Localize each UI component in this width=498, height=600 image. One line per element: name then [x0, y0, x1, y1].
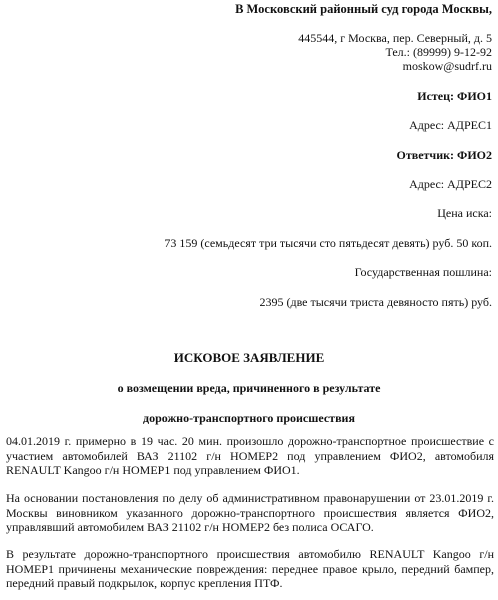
- state-duty-value: 2395 (две тысячи триста девяносто пять) руб.: [259, 295, 492, 309]
- body-paragraph-2: На основании постановления по делу об административном правонарушении от 23.01.2019 г. Москвы виновником указанного дорожно-транспортного происшествия является ФИО2, управлявший автомобилем ВАЗ 21102 г/н НОМЕР2 без полиса ОСАГО.: [6, 491, 494, 534]
- document-subtitle-line1: о возмещении вреда, причиненного в результате: [117, 381, 381, 395]
- state-duty-label: Государственная пошлина:: [354, 265, 492, 279]
- body-paragraph-3: В результате дорожно-транспортного происшествия автомобилю RENAULT Kangoo г/н НОМЕР1 причинены механические повреждения: переднее правое крыло, передний бампер, передний правый подкрылок, корпус крепления ПТФ.: [6, 547, 494, 590]
- body-paragraph-1: 04.01.2019 г. примерно в 19 час. 20 мин. произошло дорожно-транспортное происшествие с участием автомобилей ВАЗ 21102 г/н НОМЕР2 под управлением ФИО2, автомобиля RENAULT Kangoo г/н НОМЕР1 под управлением ФИО1.: [6, 434, 494, 477]
- defendant-label: Ответчик: ФИО2: [396, 148, 492, 162]
- document-title: ИСКОВОЕ ЗАЯВЛЕНИЕ: [173, 350, 325, 365]
- document-subtitle-line2: дорожно-транспортного происшествия: [143, 411, 355, 425]
- court-name: В Московский районный суд города Москвы,: [235, 2, 492, 16]
- court-phone: Тел.: (89999) 9-12-92: [385, 45, 492, 59]
- defendant-address: Адрес: АДРЕС2: [409, 177, 492, 191]
- plaintiff-label: Истец: ФИО1: [417, 89, 492, 103]
- court-address: 445544, г Москва, пер. Северный, д. 5: [298, 31, 492, 45]
- claim-price-value: 73 159 (семьдесят три тысячи сто пятьдесят девять) руб. 50 коп.: [164, 236, 492, 250]
- court-email: moskow@sudrf.ru: [402, 59, 492, 73]
- plaintiff-address: Адрес: АДРЕС1: [409, 118, 492, 132]
- claim-price-label: Цена иска:: [437, 206, 492, 220]
